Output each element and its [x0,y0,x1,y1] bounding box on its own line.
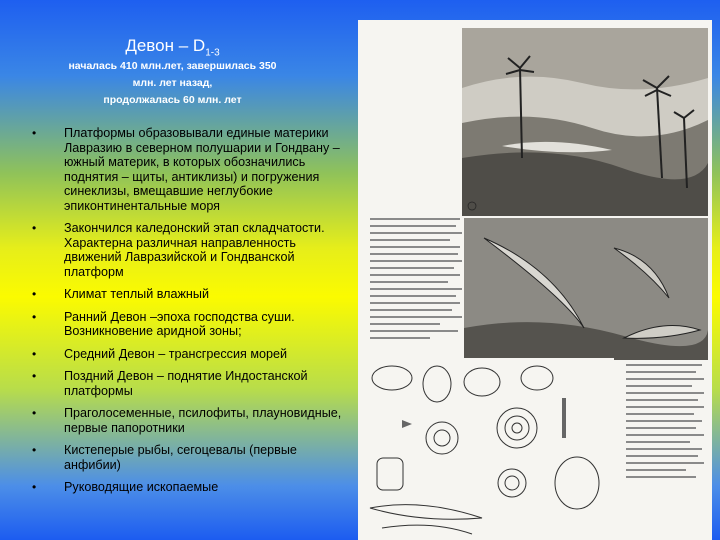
index-fossils-illustration [362,358,614,536]
devonian-fish-illustration [464,218,708,360]
illustration-plate [358,20,712,540]
list-item: • Кистеперые рыбы, сегоцевалы (первые анфибии) [32,443,297,472]
list-item: • Средний Девон – трансгрессия морей [32,346,288,361]
list-item: • Климат теплый влажный [32,287,209,301]
summary-line-1: началась 410 млн.лет, завершилась 350 [68,60,277,72]
list-item: • Ранний Девон –эпоха господства суши. Возникновение аридной зоны; [32,309,295,338]
slide-title: Девон – $D_{1-3}$ [125,36,220,59]
summary-line-2: млн. лет назад, [132,77,213,89]
bullet-list [30,126,342,503]
summary-line-3: продолжалась 60 млн. лет [103,94,242,106]
list-item: • Праголосеменные, псилофиты, плауновидные, первые папоротники [32,406,342,435]
landscape-caption [364,210,476,363]
list-item: • Руководящие ископаемые [32,480,219,494]
devonian-landscape-illustration [462,28,708,216]
fossils-caption [622,358,708,494]
list-item: • Закончился каледонский этап складчатости. Характерна различная направленность движений Лавразийской и Гондванской платформ [32,221,325,279]
list-item: • Поздний Девон – поднятие Индостанской платформы [32,369,308,398]
list-item: • Платформы образовывали единые материки Лавразию в северном полушарии и Гондвану – южный материк, в которых обозначились поднятия – щиты, антиклизы) и погружения синеклизы, вмещавшие неглубокие эпиконтинентальные моря [32,126,340,213]
period-summary [40,58,305,109]
